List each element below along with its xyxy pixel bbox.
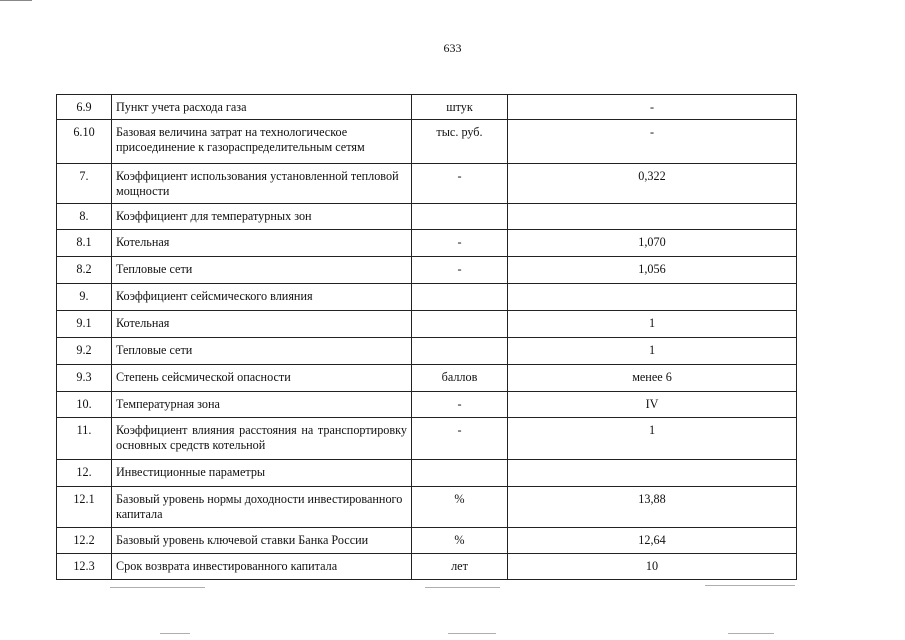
table-row <box>57 204 797 230</box>
row-name: Коэффициент влияния расстояния на транспортировку основных средств котельной <box>112 418 412 460</box>
row-value: 0,322 <box>508 164 797 204</box>
row-name: Срок возврата инвестированного капитала <box>112 554 412 580</box>
row-value: 13,88 <box>508 487 797 528</box>
row-unit: - <box>412 230 508 257</box>
row-unit <box>412 338 508 365</box>
row-value: 1 <box>508 311 797 338</box>
row-name: Пункт учета расхода газа <box>112 95 412 120</box>
row-name: Тепловые сети <box>112 338 412 365</box>
row-unit <box>412 204 508 230</box>
table-row <box>57 120 797 164</box>
table-row <box>57 365 797 392</box>
table-row <box>57 338 797 365</box>
row-number: 8. <box>57 204 112 230</box>
row-name: Базовый уровень нормы доходности инвестированного капитала <box>112 487 412 528</box>
row-value: 1 <box>508 418 797 460</box>
table-row <box>57 230 797 257</box>
page-number: 633 <box>443 41 462 55</box>
row-value: 12,64 <box>508 528 797 554</box>
row-value: 1,056 <box>508 257 797 284</box>
row-value: 10 <box>508 554 797 580</box>
row-unit: - <box>412 392 508 418</box>
row-value <box>508 204 797 230</box>
table-row <box>57 392 797 418</box>
row-name: Коэффициент для температурных зон <box>112 204 412 230</box>
row-value: 1 <box>508 338 797 365</box>
table-row <box>57 95 797 120</box>
row-number: 7. <box>57 164 112 204</box>
row-name: Температурная зона <box>112 392 412 418</box>
row-name: Коэффициент сейсмического влияния <box>112 284 412 311</box>
row-number: 8.1 <box>57 230 112 257</box>
row-value <box>508 460 797 487</box>
row-unit <box>412 460 508 487</box>
row-number: 9.2 <box>57 338 112 365</box>
row-value: - <box>508 95 797 120</box>
scan-artifact <box>160 633 190 634</box>
row-unit: штук <box>412 95 508 120</box>
row-value: - <box>508 120 797 164</box>
row-unit <box>412 284 508 311</box>
row-name: Котельная <box>112 230 412 257</box>
row-number: 12.1 <box>57 487 112 528</box>
row-number: 8.2 <box>57 257 112 284</box>
scan-artifact <box>705 585 795 586</box>
row-number: 12. <box>57 460 112 487</box>
row-name: Котельная <box>112 311 412 338</box>
row-name: Базовый уровень ключевой ставки Банка России <box>112 528 412 554</box>
row-name: Тепловые сети <box>112 257 412 284</box>
scan-artifact <box>425 587 500 588</box>
scan-artifact <box>448 633 496 634</box>
row-value: менее 6 <box>508 365 797 392</box>
row-value: 1,070 <box>508 230 797 257</box>
table-row <box>57 554 797 580</box>
row-number: 6.10 <box>57 120 112 164</box>
row-value <box>508 284 797 311</box>
row-number: 9.3 <box>57 365 112 392</box>
row-unit: % <box>412 487 508 528</box>
table-row <box>57 311 797 338</box>
row-name: Степень сейсмической опасности <box>112 365 412 392</box>
table-row <box>57 460 797 487</box>
table-row <box>57 284 797 311</box>
row-unit: - <box>412 257 508 284</box>
scan-artifact <box>110 587 205 588</box>
row-name: Базовая величина затрат на технологическое присоединение к газораспределительным сетям <box>112 120 412 164</box>
row-name: Инвестиционные параметры <box>112 460 412 487</box>
scan-artifact <box>728 633 774 634</box>
row-unit: баллов <box>412 365 508 392</box>
row-number: 6.9 <box>57 95 112 120</box>
table-row <box>57 164 797 204</box>
row-unit: лет <box>412 554 508 580</box>
row-name: Коэффициент использования установленной тепловой мощности <box>112 164 412 204</box>
row-number: 12.2 <box>57 528 112 554</box>
row-unit: - <box>412 164 508 204</box>
table-row <box>57 487 797 528</box>
row-unit: тыс. руб. <box>412 120 508 164</box>
row-number: 10. <box>57 392 112 418</box>
row-unit <box>412 311 508 338</box>
row-value: IV <box>508 392 797 418</box>
row-unit: % <box>412 528 508 554</box>
row-number: 9. <box>57 284 112 311</box>
table-row <box>57 528 797 554</box>
row-unit: - <box>412 418 508 460</box>
parameters-table <box>56 94 797 580</box>
table-row <box>57 257 797 284</box>
top-edge-line <box>0 0 32 1</box>
row-number: 9.1 <box>57 311 112 338</box>
row-number: 12.3 <box>57 554 112 580</box>
table-row <box>57 418 797 460</box>
row-number: 11. <box>57 418 112 460</box>
